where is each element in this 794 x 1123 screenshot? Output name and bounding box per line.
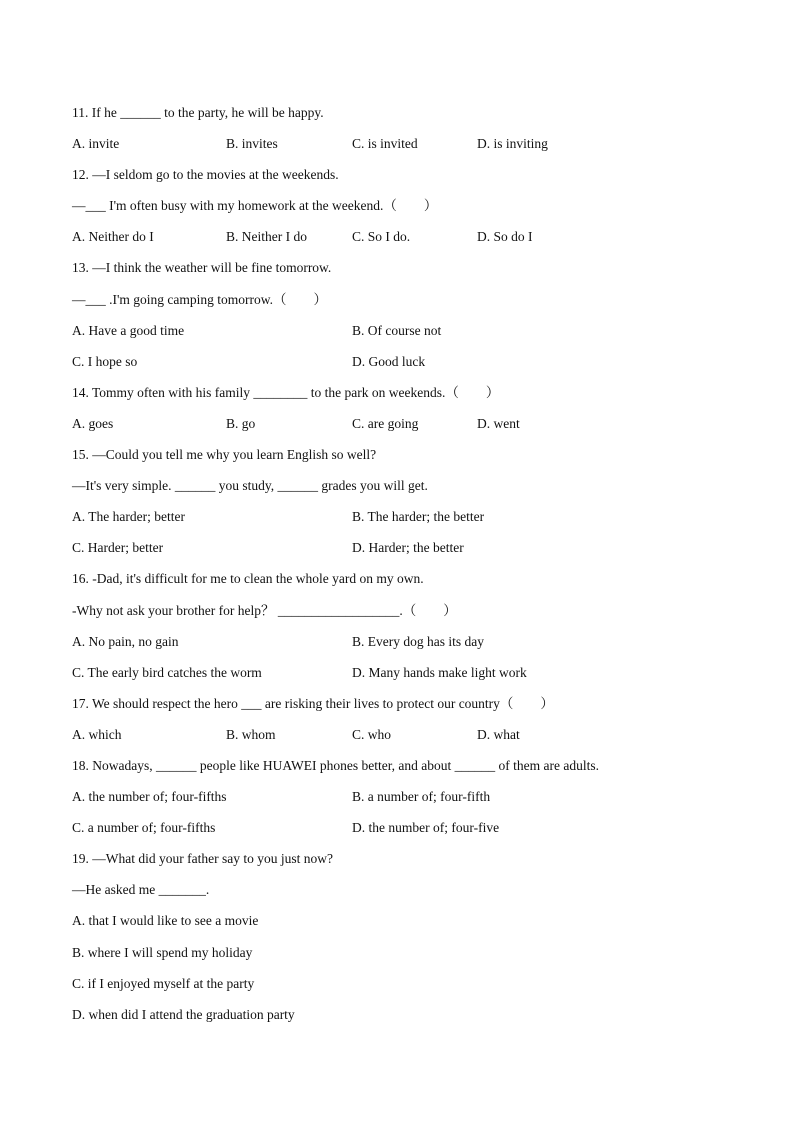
question-stem: 18. Nowadays, ______ people like HUAWEI phones better, and about ______ of them are adults.: [72, 757, 600, 773]
option-c[interactable]: C. I hope so: [72, 353, 138, 369]
option-d[interactable]: D. Good luck: [352, 353, 426, 369]
option-d[interactable]: D. went: [477, 415, 520, 431]
option-b[interactable]: B. whom: [226, 726, 276, 742]
option-c[interactable]: C. who: [352, 726, 392, 742]
question-stem: 16. -Dad, it's difficult for me to clean the whole yard on my own.: [72, 571, 424, 587]
option-c[interactable]: C. So I do.: [352, 229, 411, 245]
option-c[interactable]: C. are going: [352, 415, 419, 431]
option-a[interactable]: A. the number of; four-fifths: [72, 789, 227, 805]
options-row: [72, 632, 732, 663]
question-13: [72, 258, 732, 382]
option-d[interactable]: D. what: [477, 726, 520, 742]
question-14: [72, 383, 732, 445]
option-a[interactable]: A. No pain, no gain: [72, 633, 179, 649]
option-c[interactable]: C. Harder; better: [72, 540, 164, 556]
option-d[interactable]: D. is inviting: [477, 136, 548, 152]
option-c[interactable]: C. if I enjoyed myself at the party: [72, 975, 255, 991]
option-d[interactable]: D. Many hands make light work: [352, 664, 527, 680]
option-a[interactable]: A. goes: [72, 415, 114, 431]
worksheet-page: [72, 103, 732, 1036]
option-b[interactable]: B. The harder; the better: [352, 509, 485, 525]
question-stem-reply: —He asked me _______.: [72, 882, 210, 898]
question-stem: 13. —I think the weather will be fine tomorrow.: [72, 260, 332, 276]
option-b[interactable]: B. go: [226, 415, 256, 431]
question-stem-reply: —___ .I'm going camping tomorrow.（ ）: [72, 291, 328, 307]
options-row: [72, 725, 732, 756]
options-row: [72, 787, 732, 818]
option-b[interactable]: B. invites: [226, 136, 278, 152]
options-row: [72, 818, 732, 849]
question-19: [72, 849, 732, 1036]
option-d[interactable]: D. So do I: [477, 229, 533, 245]
question-12: [72, 165, 732, 258]
option-a[interactable]: A. Have a good time: [72, 322, 185, 338]
question-17: [72, 694, 732, 756]
options-row: [72, 538, 732, 569]
option-d[interactable]: D. when did I attend the graduation party: [72, 1006, 295, 1022]
option-a[interactable]: A. invite: [72, 136, 120, 152]
option-b[interactable]: B. Of course not: [352, 322, 442, 338]
option-b[interactable]: B. a number of; four-fifth: [352, 789, 491, 805]
question-stem: 14. Tommy often with his family ________ to the park on weekends.（ ）: [72, 384, 500, 400]
option-c[interactable]: C. a number of; four-fifths: [72, 820, 216, 836]
option-a[interactable]: A. The harder; better: [72, 509, 185, 525]
question-stem: 11. If he ______ to the party, he will be happy.: [72, 105, 324, 120]
option-a[interactable]: A. that I would like to see a movie: [72, 913, 259, 929]
option-c[interactable]: C. The early bird catches the worm: [72, 664, 262, 680]
option-a[interactable]: A. Neither do I: [72, 229, 154, 245]
option-d[interactable]: D. Harder; the better: [352, 540, 464, 556]
question-stem: 15. —Could you tell me why you learn English so well?: [72, 447, 377, 463]
option-a[interactable]: A. which: [72, 726, 122, 742]
option-c[interactable]: C. is invited: [352, 136, 418, 152]
question-15: [72, 445, 732, 569]
options-row: [72, 321, 732, 352]
option-b[interactable]: B. Every dog has its day: [352, 633, 484, 649]
option-d[interactable]: D. the number of; four-five: [352, 820, 500, 836]
question-18: [72, 756, 732, 849]
option-b[interactable]: B. where I will spend my holiday: [72, 944, 253, 960]
options-row: [72, 134, 732, 165]
options-row: [72, 663, 732, 694]
question-16: [72, 569, 732, 693]
question-stem-reply: —___ I'm often busy with my homework at the weekend.（ ）: [72, 198, 438, 214]
question-stem: 19. —What did your father say to you just now?: [72, 851, 333, 867]
question-stem-reply: -Why not ask your brother for help？ __________________.（ ）: [72, 602, 457, 618]
options-row: [72, 352, 732, 383]
option-b[interactable]: B. Neither I do: [226, 229, 307, 245]
options-row: [72, 227, 732, 258]
question-stem: 17. We should respect the hero ___ are risking their lives to protect our country（ ）: [72, 695, 554, 711]
options-row: [72, 414, 732, 445]
question-stem-reply: —It's very simple. ______ you study, ______ grades you will get.: [72, 478, 428, 494]
question-stem: 12. —I seldom go to the movies at the weekends.: [72, 167, 339, 183]
question-11: [72, 103, 732, 165]
options-row: [72, 507, 732, 538]
